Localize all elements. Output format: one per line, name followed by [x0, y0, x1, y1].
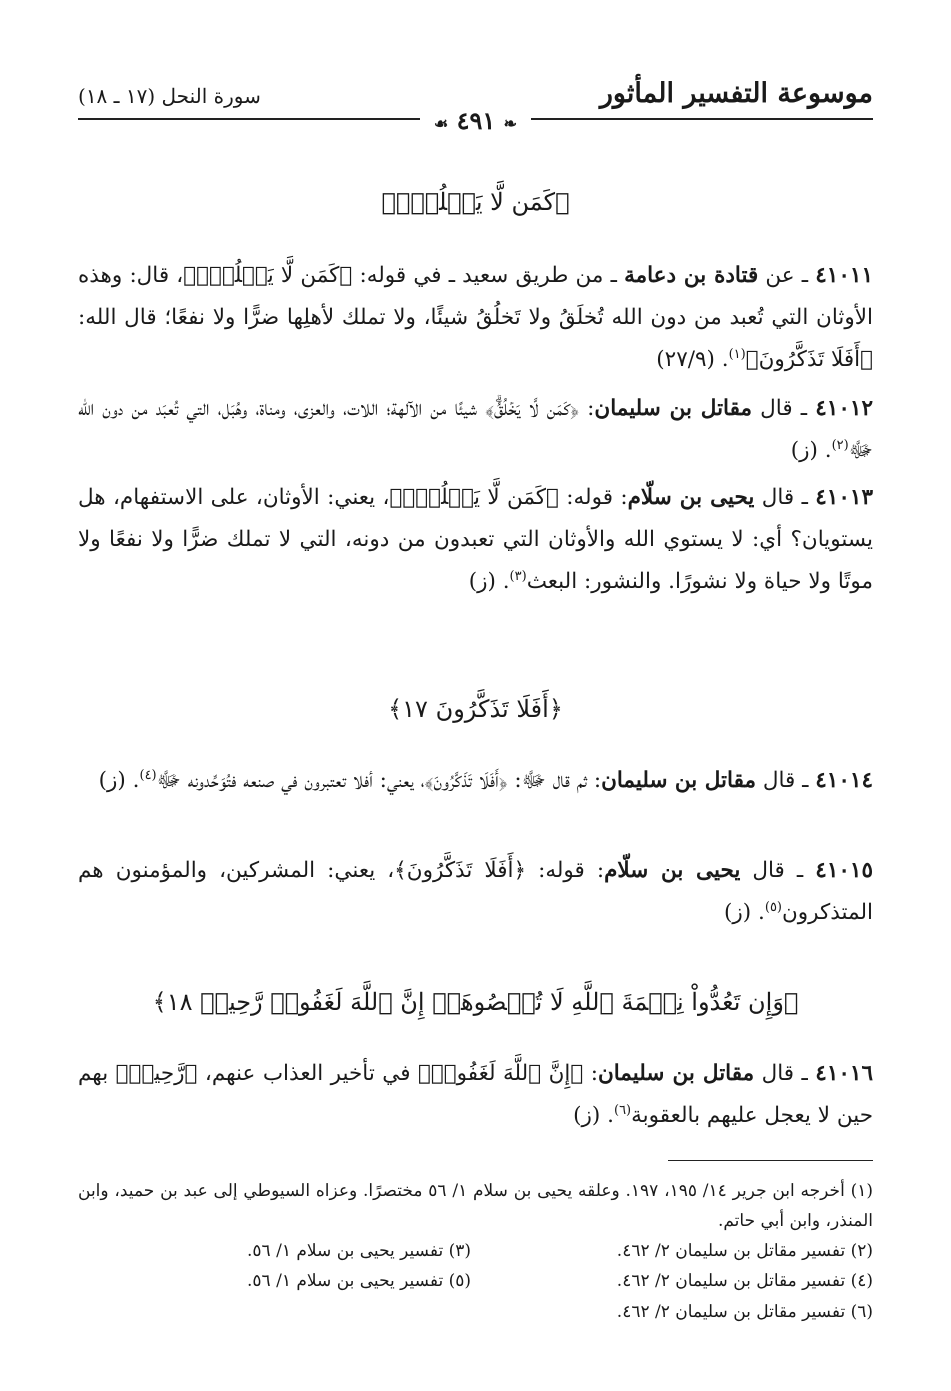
footnote-rule — [668, 1160, 873, 1161]
narration-number: ٤١٠١٣ — [815, 485, 873, 510]
narration — [78, 760, 873, 802]
narration-tail: . (ز) — [98, 768, 140, 793]
narration — [78, 388, 873, 472]
verse-range: (١٧ ـ ١٨) — [78, 84, 156, 108]
page-number-block — [0, 106, 951, 135]
narration-text: ـ قال — [752, 396, 808, 421]
narration — [78, 255, 873, 381]
narration-number: ٤١٠١١ — [815, 263, 873, 288]
footnote: (٤) تفسير مقاتل بن سليمان ٢/ ٤٦٢. — [616, 1271, 873, 1291]
narration-number: ٤١٠١٦ — [815, 1061, 874, 1086]
ayah-heading: ﴿كَمَن لَّا يَخۡلُقُۗ﴾ — [381, 188, 570, 216]
narration-tail: . (ز) — [468, 569, 510, 594]
page-number: ٤٩١ — [456, 106, 496, 135]
narrator-name: يحيى بن سلّام — [604, 858, 741, 883]
narration-text: ـ قال — [754, 485, 808, 510]
narration-text: ـ عن — [758, 263, 809, 288]
book-title: موسوعة التفسير المأثور — [599, 78, 873, 109]
surah-name: سورة النحل — [161, 84, 261, 108]
footnote-ref[interactable]: (٤) — [139, 767, 157, 783]
ayah-heading: ﴿أَفَلَا تَذَكَّرُونَ ١٧﴾ — [388, 695, 563, 723]
narration-tail: . (ز) — [724, 900, 765, 925]
narration-text: : قوله: ﴿كَمَن لَّا يَخۡلُقُۗ﴾، يعني: الأوثان، على الاستفهام، هل يستويان؟ أي: لا يستوي الله والأوثان التي تعبدون من دونه، التي لا تملك ضرًّا ولا نفعًا ولا موتًا ولا حياة ولا نشورًا. والنشور: البعث — [78, 485, 873, 594]
narrator-name: مقاتل بن سليمان — [601, 768, 756, 793]
narration-tail: . (٢٧/٩) — [656, 347, 729, 372]
ornament-icon: ❧ — [503, 114, 518, 133]
footnote-ref[interactable]: (٣) — [509, 568, 527, 584]
footnote: (٢) تفسير مقاتل بن سليمان ٢/ ٤٦٢. — [616, 1241, 873, 1261]
footnote-ref[interactable]: (١) — [728, 346, 746, 362]
footnote-ref[interactable]: (٥) — [764, 899, 782, 915]
narration-text: ـ قال — [755, 768, 809, 793]
narration-text: : قوله: ﴿أَفَلَا تَذَكَّرُونَ﴾، يعني: المشركين، والمؤمنون هم المتذكرون — [78, 858, 873, 925]
narration-text: : ﴿كَمَن لَّا يَخۡلُقُۗ﴾ شيئًا من الآلهة؛ اللات، والعزى، ومناة، وهُبَل، التي تُعبَد من دون الله ﷻ — [78, 396, 873, 463]
narrator-name: قتادة بن دعامة — [624, 263, 759, 288]
footnote-ref[interactable]: (٦) — [613, 1102, 632, 1118]
surah-header — [78, 84, 378, 108]
narration-text: ـ من طريق سعيد ـ في قوله: ﴿كَمَن لَّا يَخۡلُقُۗ﴾، قال: وهذه الأوثان التي تُعبد من دون الله تُخلَقُ ولا تَخلُقُ شيئًا، ولا تملك لأهلِها ضرًّا ولا نفعًا؛ قال الله: ﴿أَفَلَا تَذَكَّرُونَ﴾ — [78, 263, 873, 372]
footnote-ref[interactable]: (٢) — [831, 437, 849, 453]
footnote: (٣) تفسير يحيى بن سلام ١/ ٥٦. — [247, 1241, 471, 1261]
footnote: (٥) تفسير يحيى بن سلام ١/ ٥٦. — [247, 1271, 471, 1291]
narration — [78, 1053, 873, 1137]
narration-number: ٤١٠١٥ — [815, 858, 874, 883]
narration-tail: . (ز) — [573, 1103, 614, 1128]
narration — [78, 477, 873, 603]
footnote: (٦) تفسير مقاتل بن سليمان ٢/ ٤٦٢. — [616, 1302, 873, 1322]
narration — [78, 850, 873, 934]
narration-tail: . (ز) — [790, 438, 832, 463]
narration-number: ٤١٠١٢ — [815, 396, 873, 421]
ornament-icon: ☙ — [433, 114, 449, 133]
narration-text: : ثم قال ﷻ: ﴿أَفَلَا تَذَكَّرُونَ﴾، يعني: أفلا تعتبرون في صنعه فتُوَحِّدونه ﷻ — [156, 768, 602, 793]
footnote: (١) أخرجه ابن جرير ١٤/ ١٩٥، ١٩٧. وعلقه يحيى بن سلام ١/ ٥٦ مختصرًا. وعزاه السيوطي إلى عبد بن حميد، وابن المنذر، وابن أبي حاتم. — [78, 1181, 873, 1231]
narration-text: ـ قال — [740, 858, 804, 883]
narration-number: ٤١٠١٤ — [815, 768, 873, 793]
ayah-heading: ﴿وَإِن تَعُدُّواْ نِعۡمَةَ ٱللَّهِ لَا تُحۡصُوهَآۗ إِنَّ ٱللَّهَ لَغَفُورٞ رَّحِيمٞ ١٨﴾ — [152, 988, 799, 1016]
narrator-name: مقاتل بن سليمان — [594, 396, 752, 421]
narrator-name: مقاتل بن سليمان — [597, 1061, 755, 1086]
narration-text: : ﴿إِنَّ ٱللَّهَ لَغَفُورٞ﴾ في تأخير العذاب عنهم، ﴿رَّحِيمٞ﴾ بهم حين لا يعجل عليهم بالعقوبة — [78, 1061, 873, 1128]
narration-text: ـ قال — [754, 1061, 808, 1086]
narrator-name: يحيى بن سلّام — [627, 485, 755, 510]
